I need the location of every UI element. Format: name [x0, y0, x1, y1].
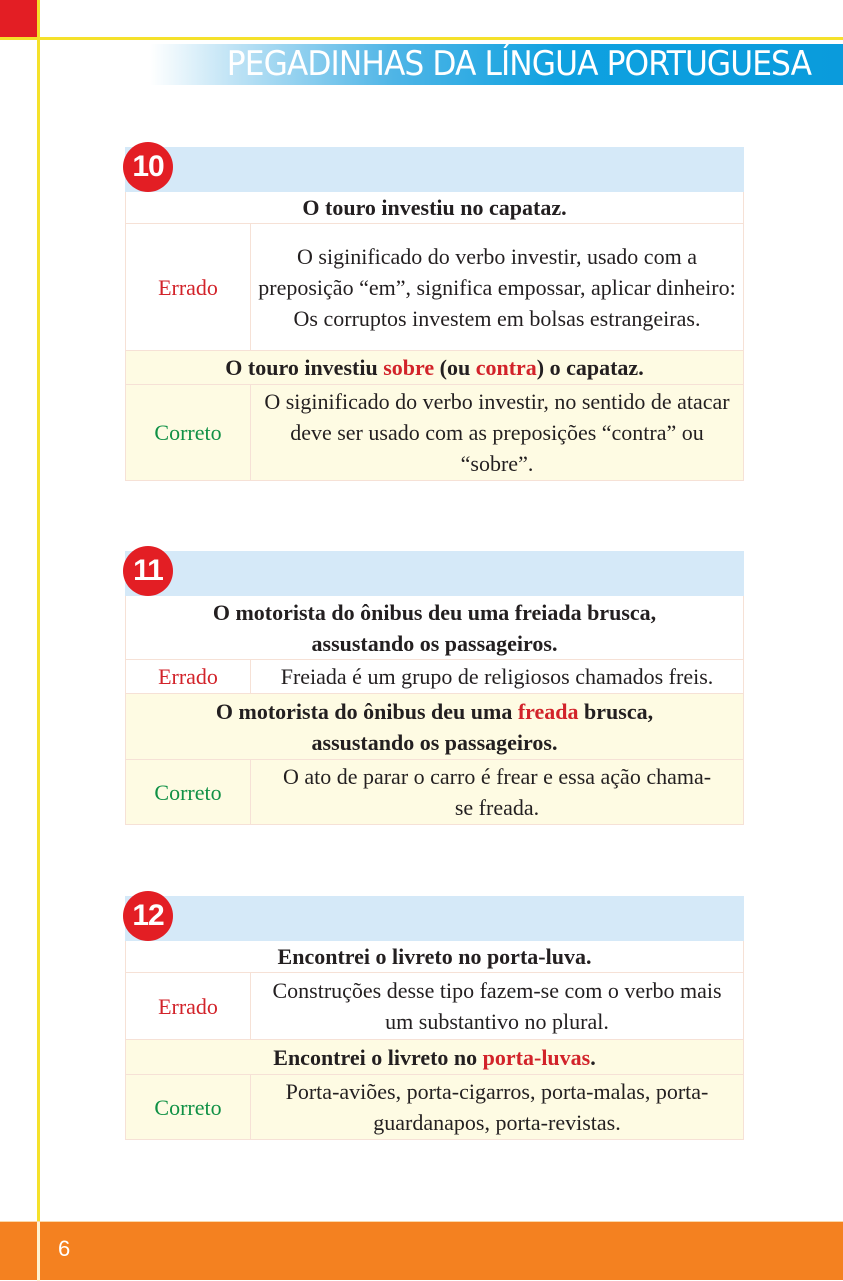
wrong-explanation: O siginificado do verbo investir, usado com a preposição “em”, significa empossar, aplicar dinheiro: Os corruptos investem em bolsas estrangeiras.	[258, 243, 736, 331]
correct-label: Correto	[126, 1075, 251, 1139]
wrong-sentence: O motorista do ônibus deu uma freiada brusca, assustando os passageiros.	[125, 596, 744, 660]
correct-explanation: O ato de parar o carro é frear e essa ação chama-se freada.	[282, 764, 712, 820]
wrong-row	[125, 973, 744, 1040]
corner-red-square	[0, 0, 37, 37]
header-band	[150, 44, 843, 85]
left-divider	[37, 0, 40, 1280]
wrong-explanation: Freiada é um grupo de religiosos chamados freis.	[280, 664, 714, 689]
item-card-12	[125, 896, 744, 1140]
top-divider	[0, 37, 843, 40]
wrong-label: Errado	[126, 224, 251, 350]
wrong-sentence: Encontrei o livreto no porta-luva.	[125, 941, 744, 973]
page-number: 6	[58, 1236, 71, 1261]
correct-row	[125, 385, 744, 481]
footer-bar	[0, 1221, 843, 1280]
correct-explanation: O siginificado do verbo investir, no sentido de atacar deve ser usado com as preposições “contra” ou “sobre”.	[264, 389, 730, 476]
item-number-badge: 11	[123, 546, 173, 596]
wrong-explanation: Construções desse tipo fazem-se com o verbo mais um substantivo no plural.	[272, 978, 722, 1034]
wrong-sentence: O touro investiu no capataz.	[125, 192, 744, 224]
correct-row	[125, 760, 744, 825]
wrong-label: Errado	[126, 660, 251, 693]
correct-explanation: Porta-aviões, porta-cigarros, porta-malas, porta-guardanapos, porta-revistas.	[285, 1079, 709, 1135]
page-header-title: PEGADINHAS DA LÍNGUA PORTUGUESA	[226, 44, 811, 84]
correct-label: Correto	[126, 385, 251, 480]
correct-row	[125, 1075, 744, 1140]
wrong-row	[125, 224, 744, 351]
item-card-10	[125, 147, 744, 481]
card-header	[125, 147, 744, 192]
card-header	[125, 551, 744, 596]
correct-sentence: O motorista do ônibus deu uma freada brusca, assustando os passageiros.	[125, 694, 744, 760]
wrong-label: Errado	[126, 973, 251, 1039]
correct-label: Correto	[126, 760, 251, 824]
wrong-row	[125, 660, 744, 694]
correct-sentence: O touro investiu sobre (ou contra) o capataz.	[125, 351, 744, 385]
item-card-11	[125, 551, 744, 825]
item-number-badge: 12	[123, 891, 173, 941]
footer-divider	[37, 1222, 40, 1281]
item-number-badge: 10	[123, 142, 173, 192]
correct-sentence: Encontrei o livreto no porta-luvas.	[125, 1040, 744, 1075]
card-header	[125, 896, 744, 941]
